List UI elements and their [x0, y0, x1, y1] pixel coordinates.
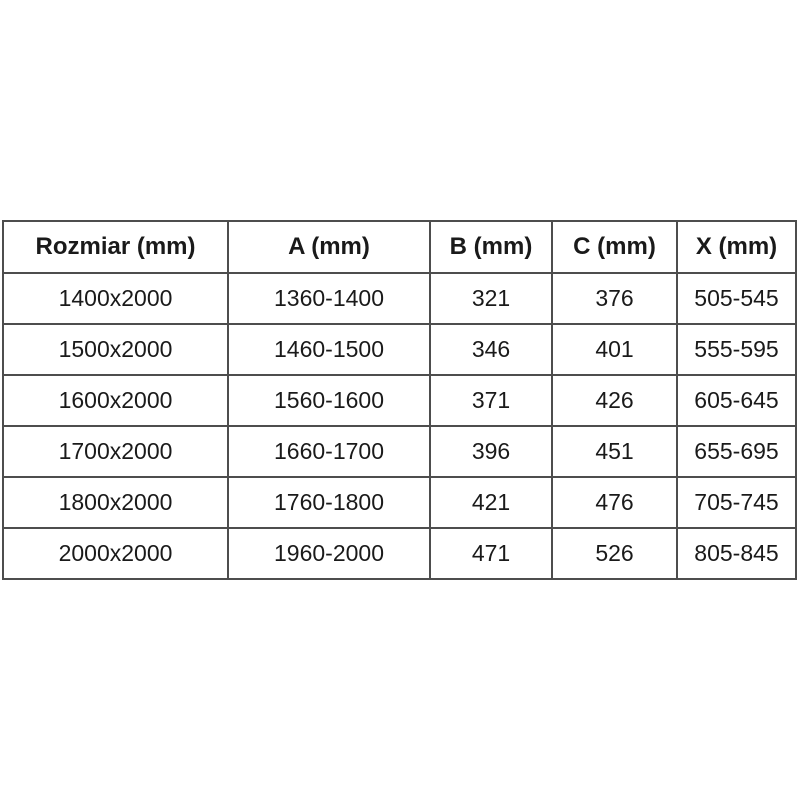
- table-cell-a: 1360-1400: [228, 273, 430, 324]
- table-cell-b: 346: [430, 324, 552, 375]
- table-cell-rozmiar: 1800x2000: [3, 477, 228, 528]
- table-row: [3, 477, 796, 528]
- size-spec-table: [2, 220, 797, 580]
- table-cell-x: 705-745: [677, 477, 796, 528]
- table-cell-rozmiar: 1600x2000: [3, 375, 228, 426]
- table-cell-c: 426: [552, 375, 677, 426]
- table-cell-c: 451: [552, 426, 677, 477]
- table-cell-x: 605-645: [677, 375, 796, 426]
- table-header-row: [3, 221, 796, 273]
- table-cell-c: 526: [552, 528, 677, 579]
- table-cell-x: 655-695: [677, 426, 796, 477]
- column-header-x: X (mm): [677, 221, 796, 273]
- table-cell-x: 505-545: [677, 273, 796, 324]
- table-cell-b: 421: [430, 477, 552, 528]
- table-cell-rozmiar: 2000x2000: [3, 528, 228, 579]
- table-row: [3, 375, 796, 426]
- table-cell-x: 805-845: [677, 528, 796, 579]
- table-cell-rozmiar: 1700x2000: [3, 426, 228, 477]
- column-header-rozmiar: Rozmiar (mm): [3, 221, 228, 273]
- table-cell-b: 321: [430, 273, 552, 324]
- table-cell-x: 555-595: [677, 324, 796, 375]
- table-cell-c: 401: [552, 324, 677, 375]
- table-cell-b: 396: [430, 426, 552, 477]
- table-cell-a: 1960-2000: [228, 528, 430, 579]
- column-header-a: A (mm): [228, 221, 430, 273]
- table-cell-c: 476: [552, 477, 677, 528]
- table-cell-a: 1660-1700: [228, 426, 430, 477]
- column-header-c: C (mm): [552, 221, 677, 273]
- table-row: [3, 273, 796, 324]
- table-cell-a: 1560-1600: [228, 375, 430, 426]
- table-row: [3, 426, 796, 477]
- table-cell-rozmiar: 1500x2000: [3, 324, 228, 375]
- column-header-b: B (mm): [430, 221, 552, 273]
- table-cell-b: 471: [430, 528, 552, 579]
- table-row: [3, 324, 796, 375]
- table-cell-a: 1760-1800: [228, 477, 430, 528]
- table-cell-b: 371: [430, 375, 552, 426]
- table-row: [3, 528, 796, 579]
- table-cell-rozmiar: 1400x2000: [3, 273, 228, 324]
- table-cell-c: 376: [552, 273, 677, 324]
- table-cell-a: 1460-1500: [228, 324, 430, 375]
